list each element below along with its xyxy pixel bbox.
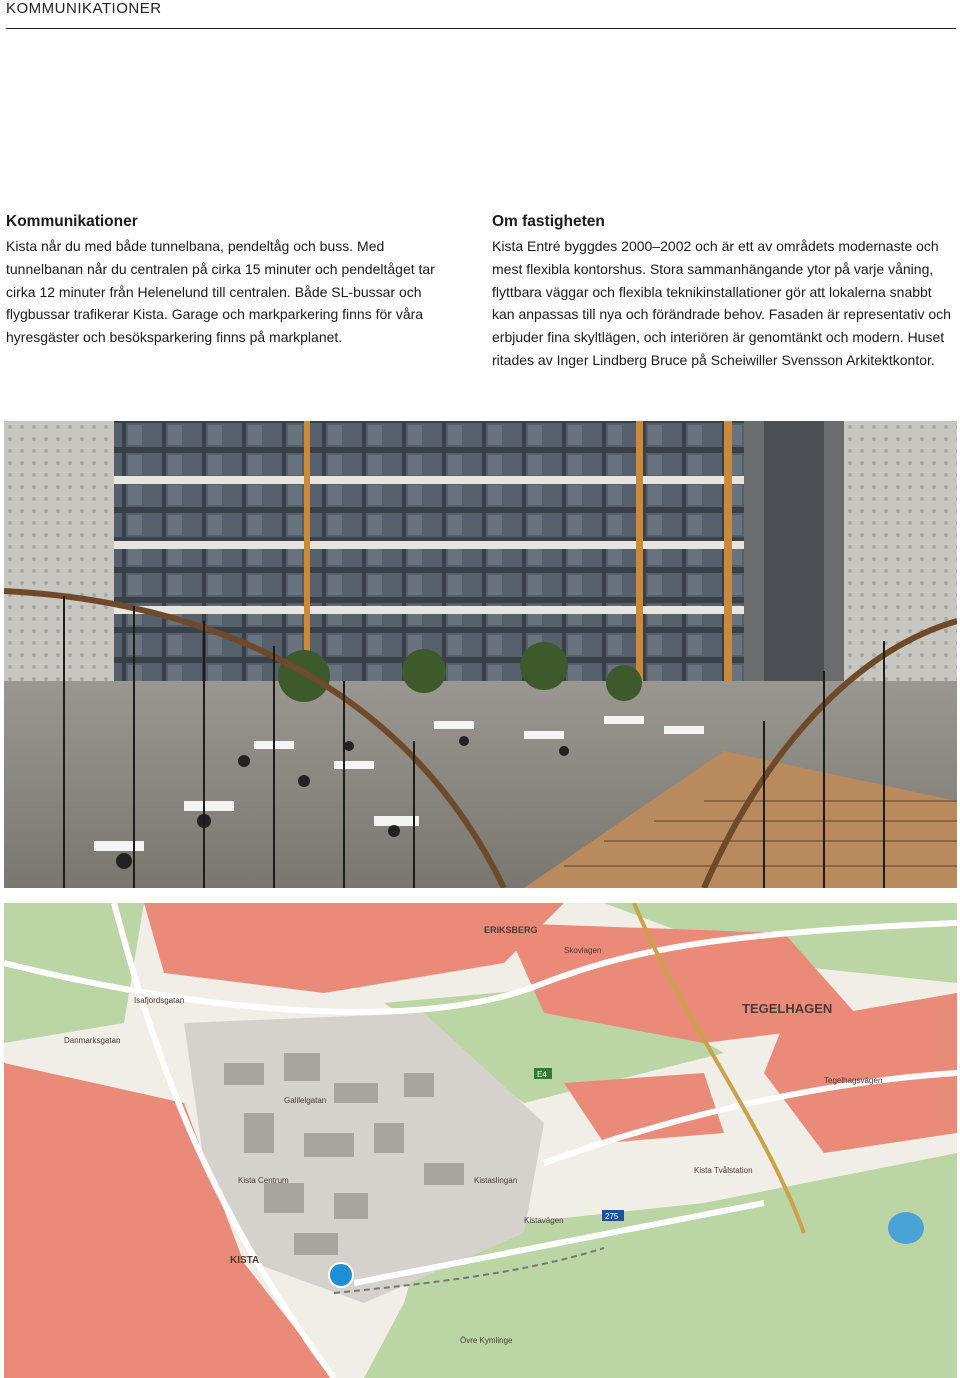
map-label-kistavagen: Kistavägen — [524, 1216, 564, 1225]
svg-text:275: 275 — [605, 1212, 619, 1221]
property-heading: Om fastigheten — [492, 213, 605, 230]
map-label-skovlagen: Skovlagen — [564, 946, 602, 955]
communications-heading: Kommunikationer — [6, 213, 138, 230]
property-body: Kista Entré byggdes 2000–2002 och är ett av områdets modernaste och mest flexibla kontorshus. Stora sammanhängande ytor på varje våning, flyttbara väggar och flexibla teknikinstallationer gör att lokalerna snabbt kan anpassas till nya och förändrade behov. Fasaden är representativ och erbjuder fina skyltlägen, och interiören är genomtänkt och modern. Huset ritades av Inger Lindberg Bruce på Scheiwiller Svensson Arkitektkontor. — [492, 238, 951, 368]
communications-section — [6, 211, 451, 349]
road-shield-e4 — [534, 1068, 552, 1079]
map-label-kistaslingan: Kistaslingan — [474, 1176, 518, 1185]
header-divider — [6, 28, 956, 29]
map-label-eriksberg: ERIKSBERG — [484, 925, 538, 935]
area-map — [4, 903, 957, 1378]
map-label-tegelhagsv: Tegelhagsvägen — [824, 1076, 883, 1085]
property-section — [492, 211, 954, 372]
section-label: KOMMUNIKATIONER — [6, 0, 162, 17]
map-label-kista-station: Kista Tvålstation — [694, 1166, 753, 1175]
map-label-gallingsv: Galilelgatan — [284, 1096, 327, 1105]
communications-body: Kista når du med både tunnelbana, pendeltåg och buss. Med tunnelbanan når du centralen på cirka 15 minuter och pendeltåget tar cirka 12 minuter från Helenelund till centralen. Både SL-bussar och flygbussar trafikerar Kista. Garage och markparkering finns för våra hyresgäster och besöksparkering finns på markplanet. — [6, 238, 435, 346]
map-label-kista-centrum: Kista Centrum — [238, 1176, 289, 1185]
map-lake — [888, 1212, 924, 1244]
map-label-danmarksgatan: Danmarksgatan — [64, 1036, 121, 1045]
atrium-photo — [4, 421, 957, 888]
map-label-isafjordsgatan: Isafjordsgatan — [134, 996, 185, 1005]
map-label-ovre-kymlinge: Övre Kymlinge — [460, 1336, 513, 1345]
location-marker — [329, 1263, 353, 1287]
road-shield-275 — [602, 1210, 624, 1221]
map-label-tegelhagen: TEGELHAGEN — [742, 1001, 833, 1016]
map-label-kista: KISTA — [230, 1255, 260, 1266]
svg-text:E4: E4 — [537, 1070, 547, 1079]
